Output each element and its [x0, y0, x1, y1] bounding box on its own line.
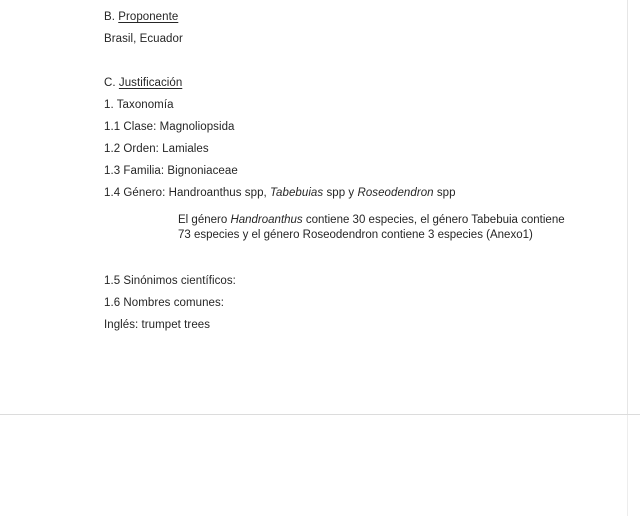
note-line1-suffix: contiene 30 especies, el género Tabebuia contiene — [302, 214, 565, 226]
blank-line-2 — [104, 242, 604, 270]
item-genero — [104, 182, 604, 204]
item-sinonimos: 1.5 Sinónimos científicos: — [104, 275, 236, 287]
section-title-proponente: Proponente — [118, 11, 179, 23]
note-italic-handroanthus: Handroanthus — [230, 214, 303, 226]
blank-line-1 — [104, 50, 604, 72]
section-heading-justificacion — [104, 72, 604, 94]
note-line-1 — [178, 213, 578, 228]
document-text-body — [104, 6, 604, 336]
genero-suffix: spp — [433, 187, 456, 199]
note-line1-prefix: El género — [178, 214, 231, 226]
section-letter-b: B. — [104, 11, 115, 23]
section-letter-c: C. — [104, 77, 116, 89]
proponent-countries: Brasil, Ecuador — [104, 33, 183, 45]
genus-species-note — [178, 213, 578, 242]
genero-prefix: 1.4 Género: Handroanthus spp, — [104, 187, 271, 199]
genero-italic-roseodendron: Roseodendron — [357, 187, 434, 199]
next-document-page — [0, 415, 628, 516]
item-clase: 1.1 Clase: Magnoliopsida — [104, 121, 235, 133]
item-nombres-comunes: 1.6 Nombres comunes: — [104, 297, 225, 309]
item-familia: 1.3 Familia: Bignoniaceae — [104, 165, 238, 177]
genero-italic-tabebuias: Tabebuias — [270, 187, 324, 199]
item-orden: 1.2 Orden: Lamiales — [104, 143, 209, 155]
item-taxonomia: 1. Taxonomía — [104, 99, 174, 111]
genero-middle: spp y — [323, 187, 358, 199]
section-title-justificacion: Justificación — [118, 77, 183, 89]
item-ingles: Inglés: trumpet trees — [104, 319, 211, 331]
section-heading-proponente — [104, 6, 604, 28]
note-line-2: 73 especies y el género Roseodendron contiene 3 especies (Anexo1) — [178, 228, 533, 241]
